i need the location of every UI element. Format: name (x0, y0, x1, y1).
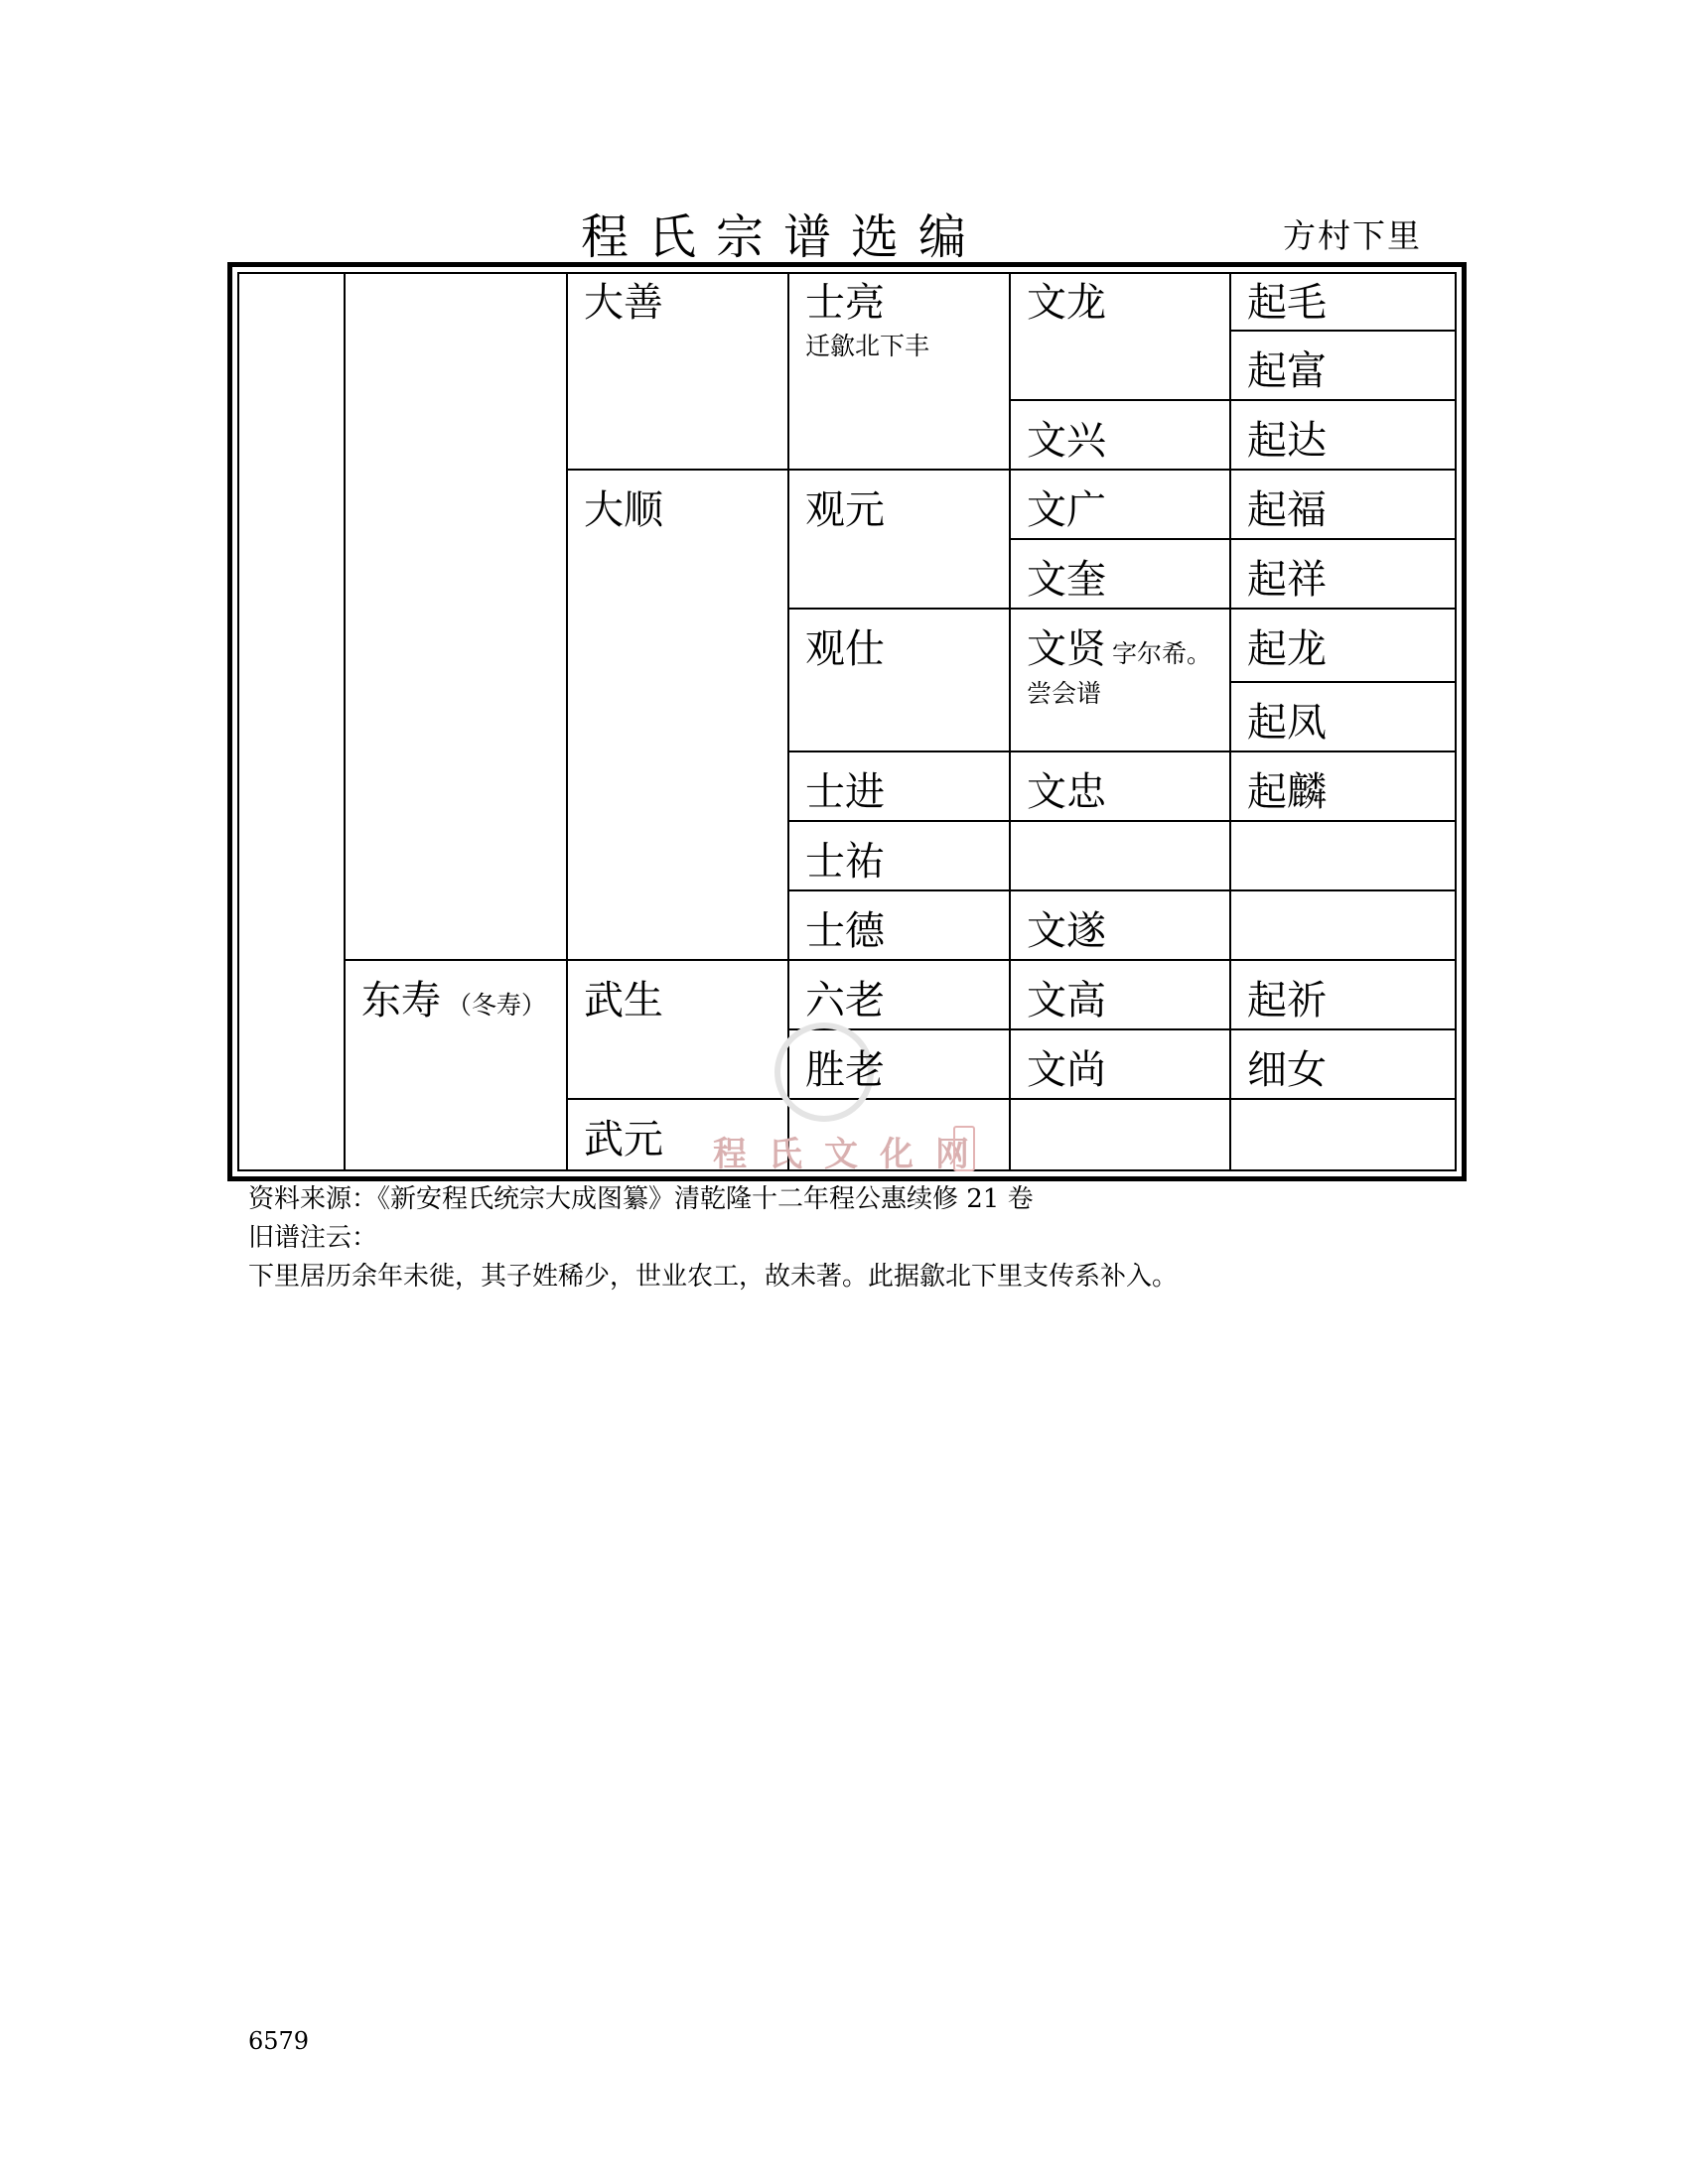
col-divider-3 (787, 272, 789, 1171)
name-wenxing: 文兴 (1027, 418, 1106, 464)
name-shijin: 士进 (805, 769, 885, 815)
name-qifu-bless: 起福 (1247, 487, 1327, 533)
name-dashun: 大顺 (584, 487, 663, 533)
col-divider-4 (1009, 272, 1011, 1171)
row-line (787, 751, 1457, 752)
name-qiqi: 起祈 (1247, 978, 1327, 1024)
note-shiliang: 迁歙北下丰 (805, 332, 930, 360)
row-line (787, 820, 1457, 822)
name-qimao: 起毛 (1247, 280, 1327, 326)
name-qifu-rich: 起富 (1247, 348, 1327, 394)
name-wusheng: 武生 (584, 978, 663, 1024)
col-divider-5 (1229, 272, 1231, 1171)
name-wenzhong: 文忠 (1027, 769, 1106, 815)
name-wenshang: 文尚 (1027, 1047, 1106, 1093)
name-guanyuan: 观元 (805, 487, 885, 533)
row-line (1229, 330, 1457, 332)
name-dashan: 大善 (584, 280, 663, 326)
page-number: 6579 (248, 2027, 310, 2055)
row-line (566, 469, 1457, 471)
name-qifeng: 起凤 (1247, 700, 1327, 746)
name-shiliang: 士亮 (805, 280, 885, 326)
name-wenguang: 文广 (1027, 487, 1106, 533)
page-title: 程氏宗谱选编 (581, 209, 987, 265)
name-wensui: 文遂 (1027, 908, 1106, 954)
row-line (787, 1028, 1457, 1030)
row-line (566, 1098, 1457, 1100)
name-xinv: 细女 (1247, 1047, 1327, 1093)
place-name: 方村下里 (1283, 216, 1422, 255)
old-note-text: 下里居历余年未徙，其子姓稀少，世业农工，故未著。此据歙北下里支传系补入。 (248, 1262, 1179, 1292)
note-wenxian-1: 字尔希。 (1112, 639, 1212, 668)
watermark-text: 程氏文化网 (713, 1135, 991, 1174)
row-line (1009, 399, 1457, 401)
note-dongshou: （冬寿） (447, 991, 547, 1020)
name-qida: 起达 (1247, 418, 1327, 464)
col-divider-1 (344, 272, 346, 1171)
row-line (787, 889, 1457, 891)
name-wengao: 文高 (1027, 978, 1106, 1024)
name-shenglao: 胜老 (805, 1047, 885, 1093)
name-wuyuan: 武元 (584, 1117, 663, 1162)
name-wenkui: 文奎 (1027, 557, 1106, 603)
name-shide: 士德 (805, 908, 885, 954)
name-guanshi: 观仕 (805, 626, 885, 672)
col-divider-2 (566, 272, 568, 1171)
name-qixiang: 起祥 (1247, 557, 1327, 603)
name-wenlong: 文龙 (1027, 280, 1106, 326)
old-note-label: 旧谱注云： (248, 1223, 378, 1253)
name-liulao: 六老 (805, 978, 885, 1024)
row-line (344, 959, 1457, 961)
row-line (1229, 681, 1457, 683)
name-wenxian: 文贤 (1027, 626, 1106, 672)
name-dongshou: 东寿 (361, 978, 441, 1024)
name-shiyou: 士祐 (805, 839, 885, 885)
name-qilong: 起龙 (1247, 626, 1327, 672)
row-line (1009, 538, 1457, 540)
source-note: 资料来源：《新安程氏统宗大成图纂》清乾隆十二年程公惠续修 21 卷 (248, 1184, 1034, 1214)
row-line (787, 608, 1457, 610)
note-wenxian-2: 尝会谱 (1027, 679, 1102, 708)
name-qilin: 起麟 (1247, 769, 1327, 815)
